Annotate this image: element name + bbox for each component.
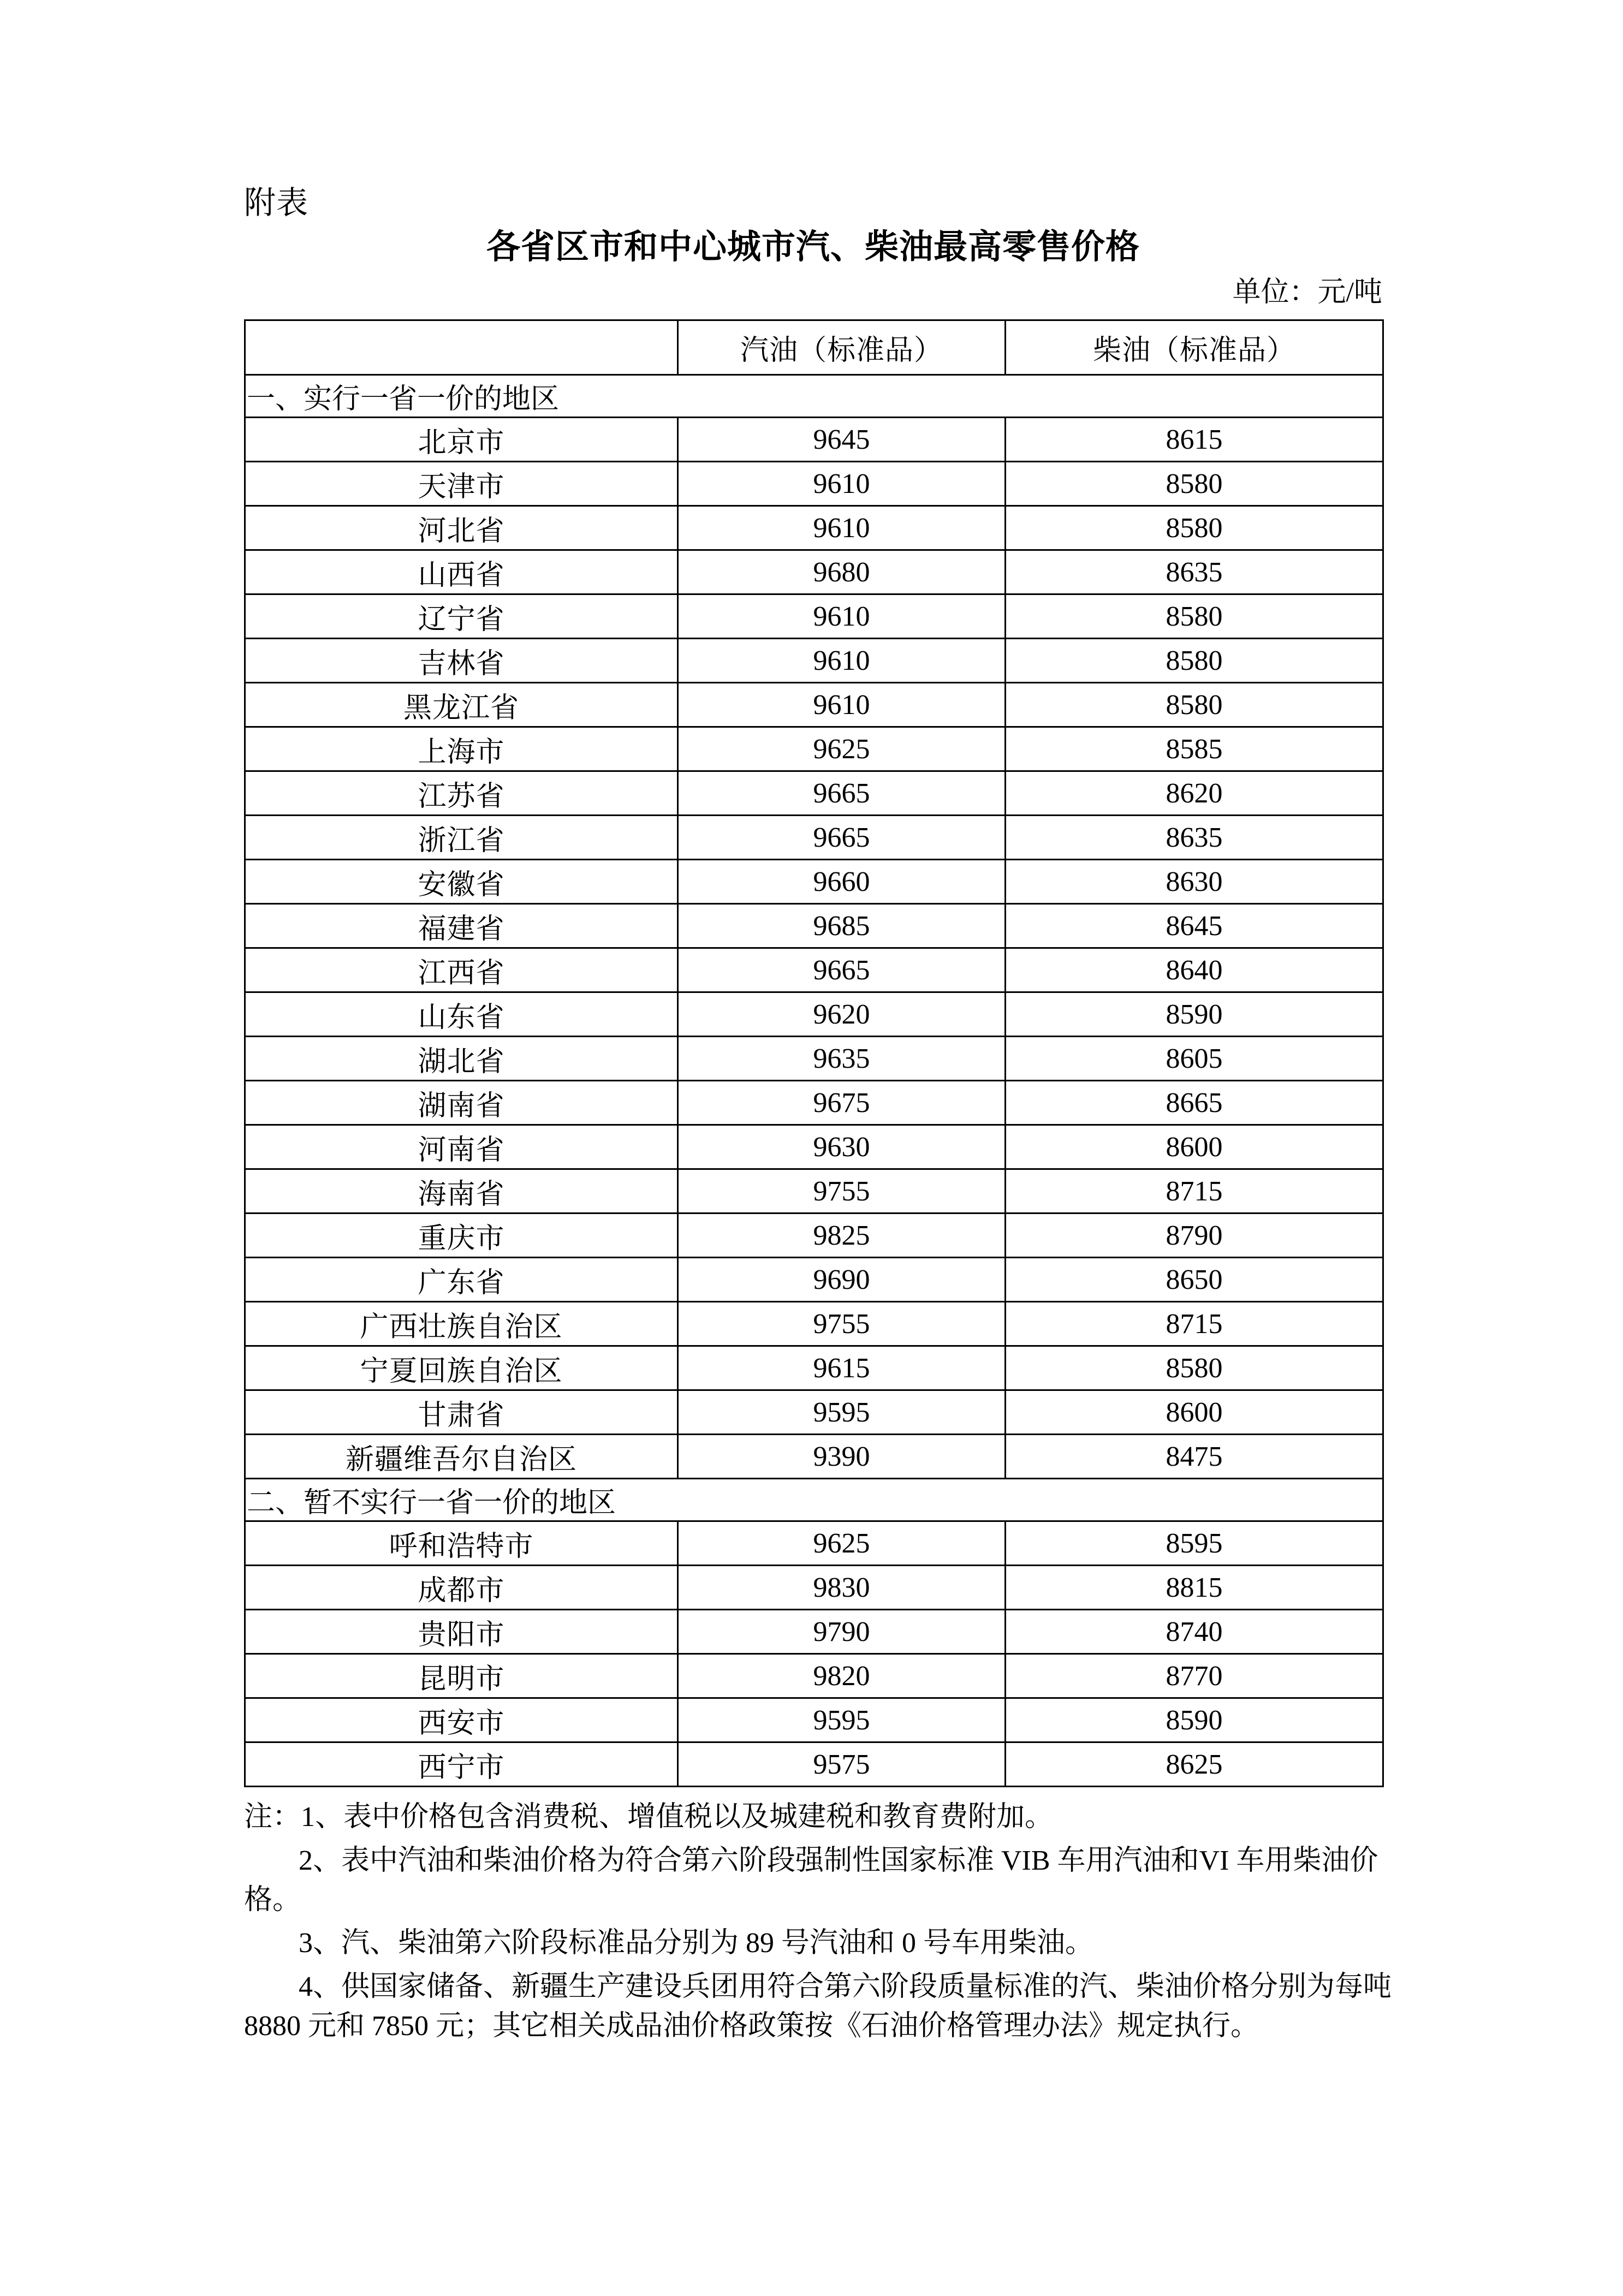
cell-region: 昆明市 [245, 1654, 678, 1698]
unit-label: 单位：元/吨 [1232, 277, 1382, 308]
cell-petrol-price: 9595 [678, 1390, 1006, 1435]
table-row [245, 594, 1383, 639]
note-item-4: 4、供国家储备、新疆生产建设兵团用符合第六阶段质量标准的汽、柴油价格分别为每吨 8880 元和 7850 元；其它相关成品油价格政策按《石油价格管理办法》规定执行。 [244, 1971, 1392, 2042]
cell-region: 吉林省 [245, 639, 678, 683]
cell-diesel-price: 8740 [1006, 1610, 1383, 1654]
cell-diesel-price: 8585 [1006, 727, 1383, 771]
cell-diesel-price: 8650 [1006, 1258, 1383, 1302]
table-row [245, 1698, 1383, 1742]
cell-diesel-price: 8770 [1006, 1654, 1383, 1698]
cell-petrol-price: 9610 [678, 683, 1006, 727]
cell-region: 河南省 [245, 1125, 678, 1169]
table-row [245, 1610, 1383, 1654]
cell-region: 上海市 [245, 727, 678, 771]
cell-petrol-price: 9625 [678, 1521, 1006, 1566]
cell-region: 广西壮族自治区 [245, 1302, 678, 1346]
cell-petrol-price: 9625 [678, 727, 1006, 771]
cell-diesel-price: 8580 [1006, 1346, 1383, 1390]
cell-petrol-price: 9630 [678, 1125, 1006, 1169]
cell-diesel-price: 8600 [1006, 1125, 1383, 1169]
cell-petrol-price: 9635 [678, 1037, 1006, 1081]
cell-region: 宁夏回族自治区 [245, 1346, 678, 1390]
cell-diesel-price: 8645 [1006, 904, 1383, 948]
cell-petrol-price: 9390 [678, 1435, 1006, 1479]
table-header-row [245, 320, 1383, 375]
table-row [245, 1214, 1383, 1258]
cell-diesel-price: 8600 [1006, 1390, 1383, 1435]
table-row [245, 771, 1383, 816]
cell-diesel-price: 8580 [1006, 594, 1383, 639]
cell-region: 江西省 [245, 948, 678, 992]
cell-diesel-price: 8580 [1006, 683, 1383, 727]
cell-diesel-price: 8625 [1006, 1742, 1383, 1787]
page-title: 各省区市和中心城市汽、柴油最高零售价格 [486, 229, 1140, 266]
cell-petrol-price: 9755 [678, 1302, 1006, 1346]
table-row [245, 683, 1383, 727]
attachment-label: 附表 [244, 185, 309, 221]
column-header-diesel: 柴油（标准品） [1006, 320, 1383, 375]
cell-petrol-price: 9755 [678, 1169, 1006, 1214]
notes-block [244, 1798, 1396, 2050]
cell-petrol-price: 9675 [678, 1081, 1006, 1125]
cell-region: 西安市 [245, 1698, 678, 1742]
cell-petrol-price: 9665 [678, 948, 1006, 992]
cell-petrol-price: 9610 [678, 462, 1006, 506]
cell-petrol-price: 9830 [678, 1566, 1006, 1610]
table-row [245, 639, 1383, 683]
cell-region: 甘肃省 [245, 1390, 678, 1435]
cell-diesel-price: 8635 [1006, 816, 1383, 860]
cell-region: 山西省 [245, 550, 678, 594]
table-row [245, 1654, 1383, 1698]
table-row [245, 550, 1383, 594]
section-heading-2: 二、暂不实行一省一价的地区 [245, 1479, 1383, 1521]
cell-petrol-price: 9620 [678, 992, 1006, 1037]
cell-diesel-price: 8635 [1006, 550, 1383, 594]
cell-diesel-price: 8580 [1006, 639, 1383, 683]
cell-region: 福建省 [245, 904, 678, 948]
cell-diesel-price: 8590 [1006, 992, 1383, 1037]
note-item-2: 2、表中汽油和柴油价格为符合第六阶段强制性国家标准 VIB 车用汽油和VI 车用柴油价格。 [244, 1845, 1378, 1916]
table-row [245, 462, 1383, 506]
note-item-3: 3、汽、柴油第六阶段标准品分别为 89 号汽油和 0 号车用柴油。 [299, 1928, 1094, 1959]
table-row [245, 1390, 1383, 1435]
cell-petrol-price: 9610 [678, 594, 1006, 639]
cell-petrol-price: 9790 [678, 1610, 1006, 1654]
cell-diesel-price: 8590 [1006, 1698, 1383, 1742]
table-row [245, 506, 1383, 550]
table-section-heading-row [245, 375, 1383, 418]
cell-petrol-price: 9660 [678, 860, 1006, 904]
cell-diesel-price: 8620 [1006, 771, 1383, 816]
cell-diesel-price: 8615 [1006, 418, 1383, 462]
cell-petrol-price: 9665 [678, 771, 1006, 816]
cell-diesel-price: 8665 [1006, 1081, 1383, 1125]
table-section-heading-row [245, 1479, 1383, 1521]
cell-region: 呼和浩特市 [245, 1521, 678, 1566]
cell-petrol-price: 9820 [678, 1654, 1006, 1698]
table-row [245, 1346, 1383, 1390]
cell-petrol-price: 9610 [678, 639, 1006, 683]
cell-diesel-price: 8605 [1006, 1037, 1383, 1081]
cell-petrol-price: 9595 [678, 1698, 1006, 1742]
cell-petrol-price: 9690 [678, 1258, 1006, 1302]
cell-region: 贵阳市 [245, 1610, 678, 1654]
cell-region: 河北省 [245, 506, 678, 550]
table-row [245, 816, 1383, 860]
table-row [245, 1169, 1383, 1214]
table-row [245, 1258, 1383, 1302]
column-header-region [245, 320, 678, 375]
cell-diesel-price: 8715 [1006, 1169, 1383, 1214]
section-heading-1: 一、实行一省一价的地区 [245, 375, 1383, 418]
cell-region: 天津市 [245, 462, 678, 506]
cell-region: 新疆维吾尔自治区 [245, 1435, 678, 1479]
cell-petrol-price: 9645 [678, 418, 1006, 462]
cell-diesel-price: 8580 [1006, 506, 1383, 550]
table-row [245, 1037, 1383, 1081]
column-header-petrol: 汽油（标准品） [678, 320, 1006, 375]
cell-petrol-price: 9610 [678, 506, 1006, 550]
cell-region: 辽宁省 [245, 594, 678, 639]
cell-petrol-price: 9825 [678, 1214, 1006, 1258]
cell-region: 西宁市 [245, 1742, 678, 1787]
cell-petrol-price: 9665 [678, 816, 1006, 860]
table-row [245, 1566, 1383, 1610]
table-row [245, 1742, 1383, 1787]
cell-region: 海南省 [245, 1169, 678, 1214]
table-row [245, 904, 1383, 948]
table-row [245, 1081, 1383, 1125]
cell-diesel-price: 8815 [1006, 1566, 1383, 1610]
cell-region: 江苏省 [245, 771, 678, 816]
cell-diesel-price: 8790 [1006, 1214, 1383, 1258]
price-table [244, 319, 1384, 1787]
cell-region: 湖南省 [245, 1081, 678, 1125]
cell-diesel-price: 8630 [1006, 860, 1383, 904]
table-row [245, 1435, 1383, 1479]
table-row [245, 1521, 1383, 1566]
table-row [245, 860, 1383, 904]
cell-region: 山东省 [245, 992, 678, 1037]
cell-petrol-price: 9685 [678, 904, 1006, 948]
cell-diesel-price: 8640 [1006, 948, 1383, 992]
cell-petrol-price: 9680 [678, 550, 1006, 594]
table-row [245, 1302, 1383, 1346]
cell-diesel-price: 8715 [1006, 1302, 1383, 1346]
cell-region: 黑龙江省 [245, 683, 678, 727]
cell-region: 重庆市 [245, 1214, 678, 1258]
table-row [245, 418, 1383, 462]
cell-region: 浙江省 [245, 816, 678, 860]
table-row [245, 992, 1383, 1037]
table-row [245, 727, 1383, 771]
cell-region: 成都市 [245, 1566, 678, 1610]
note-item-1: 注：1、表中价格包含消费税、增值税以及城建税和教育费附加。 [244, 1801, 1054, 1833]
cell-petrol-price: 9575 [678, 1742, 1006, 1787]
cell-region: 广东省 [245, 1258, 678, 1302]
cell-region: 湖北省 [245, 1037, 678, 1081]
cell-region: 安徽省 [245, 860, 678, 904]
cell-diesel-price: 8580 [1006, 462, 1383, 506]
table-row [245, 948, 1383, 992]
cell-diesel-price: 8475 [1006, 1435, 1383, 1479]
cell-region: 北京市 [245, 418, 678, 462]
cell-diesel-price: 8595 [1006, 1521, 1383, 1566]
table-row [245, 1125, 1383, 1169]
cell-petrol-price: 9615 [678, 1346, 1006, 1390]
